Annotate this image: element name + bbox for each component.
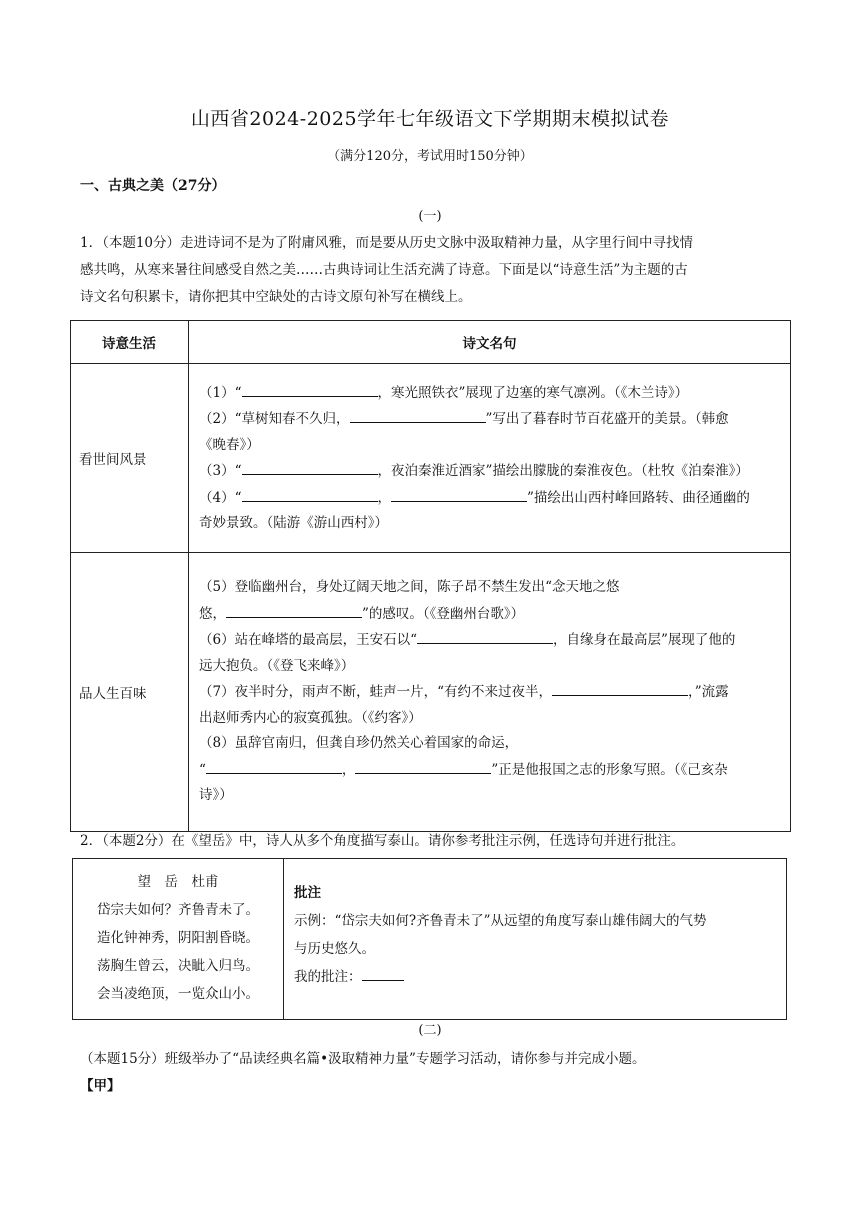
- annotation-cell: 批注 示例：“岱宗夫如何?齐鲁青未了”从远望的角度写泰山雄伟阔大的气势 与历史悠久。 我的批注：: [284, 859, 787, 1020]
- my-annotation: 我的批注：: [294, 963, 776, 991]
- answer-blank[interactable]: [362, 964, 404, 981]
- question-2-text: 2．（本题2分）在《望岳》中，诗人从多个角度描写泰山。请你参考批注示例，任选诗句并进行批注。: [80, 833, 685, 849]
- table-header-category: 诗意生活: [71, 321, 189, 364]
- category-life: 品人生百味: [71, 553, 189, 832]
- answer-blank[interactable]: [226, 601, 362, 618]
- answer-blank[interactable]: [552, 679, 688, 696]
- answer-blank[interactable]: [350, 406, 486, 423]
- item-1: （1）“ ，寒光照铁衣”展现了边塞的寒气凛冽。（《木兰诗》）: [199, 380, 782, 407]
- answer-blank[interactable]: [242, 458, 378, 475]
- item-8: （8）虽辞官南归，但龚自珍仍然关心着国家的命运，: [199, 735, 519, 752]
- table-header-lines: 诗文名句: [189, 321, 791, 364]
- category-scenery: 看世间风景: [71, 364, 189, 553]
- part-one-mark: (一): [418, 209, 442, 224]
- poem-line: 岱宗夫如何？齐鲁青未了。: [97, 902, 259, 918]
- annotation-table: [72, 858, 787, 1020]
- answer-blank[interactable]: [242, 485, 378, 502]
- passage-label: 【甲】: [80, 1078, 121, 1094]
- answer-blank[interactable]: [242, 380, 378, 397]
- poem-line: 造化钟神秀，阴阳割昏晓。: [97, 930, 259, 946]
- question-3-text: （本题15分）班级举办了“品读经典名篇•汲取精神力量”专题学习活动，请你参与并完成小题。: [80, 1051, 646, 1067]
- answer-blank[interactable]: [391, 485, 527, 502]
- poem-line: 荡胸生曾云，决眦入归鸟。: [97, 958, 259, 974]
- part-two-mark: (二): [418, 1023, 442, 1038]
- item-4: （4）“ ， ”描绘出山西村峰回路转、曲径通幽的: [199, 485, 782, 512]
- poem-cell: [73, 859, 284, 1020]
- exam-subtitle: （满分120分，考试用时150分钟）: [327, 149, 533, 164]
- exam-title: 山西省2024-2025学年七年级语文下学期期末模拟试卷: [190, 108, 670, 130]
- answer-blank[interactable]: [355, 757, 491, 774]
- section-heading: 一、古典之美（27分）: [80, 178, 226, 194]
- item-5: （5）登临幽州台，身处辽阔天地之间，陈子昂不禁生发出“念天地之悠: [199, 579, 620, 596]
- poem-title: 望 岳 杜甫: [137, 874, 219, 890]
- answer-blank[interactable]: [417, 627, 553, 644]
- poem-line: 会当凌绝顶，一览众山小。: [97, 986, 259, 1002]
- answer-blank[interactable]: [206, 757, 342, 774]
- question-1-text: 1．（本题10分）走进诗词不是为了附庸风雅，而是要从历史文脉中汲取精神力量，从字里行间中寻找情 感共鸣，从寒来暑往间感受自然之美……古典诗词让生活充满了诗意。下面是以“诗意生活”为主题的古 诗文名句积累卡，请你把其中空缺处的古诗文原句补写在横线上。: [80, 235, 694, 305]
- annotation-heading: 批注: [294, 885, 321, 901]
- item-7: （7）夜半时分，雨声不断，蛙声一片，“有约不来过夜半， ，”流露: [199, 679, 782, 706]
- item-3: （3）“ ，夜泊秦淮近酒家”描绘出朦胧的秦淮夜色。（杜牧《泊秦淮》）: [199, 458, 782, 485]
- item-2: （2）“草树知春不久归， ”写出了暮春时节百花盛开的美景。（韩愈: [199, 406, 782, 433]
- annotation-example: 示例：“岱宗夫如何?齐鲁青未了”从远望的角度写泰山雄伟阔大的气势: [294, 913, 707, 929]
- poetry-fill-table: [70, 320, 791, 832]
- scenery-items: （1）“ ，寒光照铁衣”展现了边塞的寒气凛冽。（《木兰诗》） （2）“草树知春不久归， ”写出了暮春时节百花盛开的美景。（韩愈 《晚春》） （3）“ ，夜泊秦淮近酒家”描绘出朦胧的秦淮夜色。（杜牧《泊秦淮》） （4）“ ， ”描绘出山西村峰回路转、曲径通幽的 奇妙景致。（陆游《游山西村》）: [189, 364, 791, 553]
- item-6: （6）站在峰塔的最高层，王安石以“ ，自缘身在最高层”展现了他的: [199, 627, 782, 654]
- life-items: （5）登临幽州台，身处辽阔天地之间，陈子昂不禁生发出“念天地之悠 悠， ”的感叹。（《登幽州台歌》） （6）站在峰塔的最高层，王安石以“ ，自缘身在最高层”展现了他的 远大抱负。（《登飞来峰》） （7）夜半时分，雨声不断，蛙声一片，“有约不来过夜半， ，”流露 出赵师秀内心的寂寞孤独。（《约客》） （8）虽辞官南归，但龚自珍仍然关心着国家的命运， “ ， ”正是他报国之志的形象写照。（《己亥杂 诗》）: [189, 553, 791, 832]
